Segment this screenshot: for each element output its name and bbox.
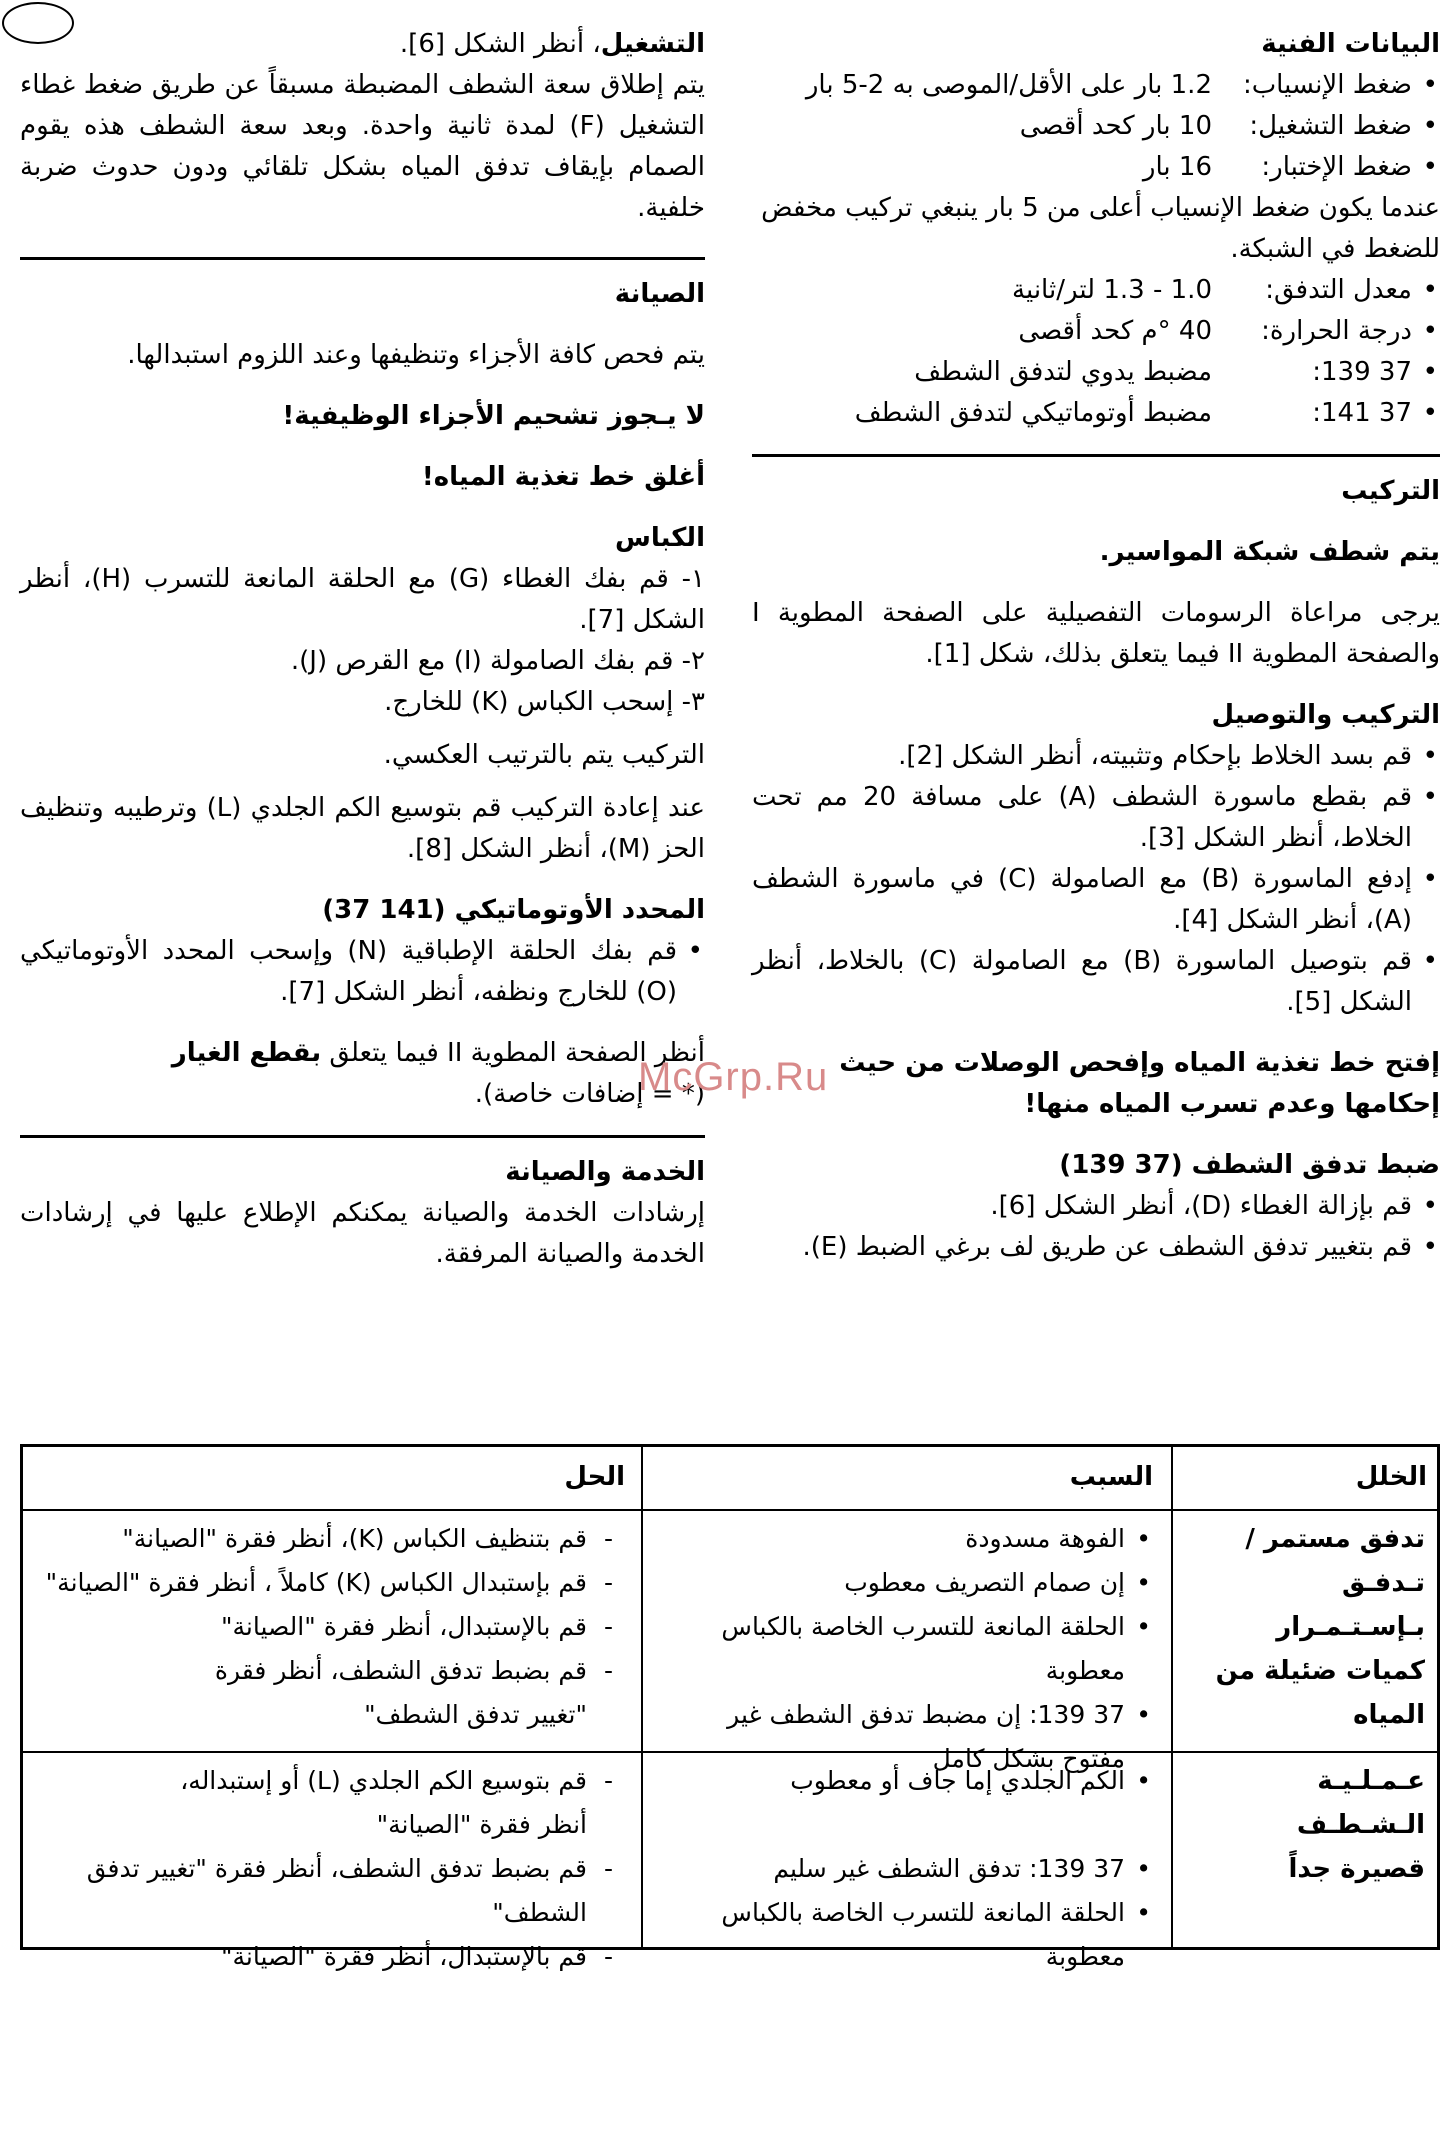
cause-item: • إن صمام التصريف معطوب — [655, 1561, 1153, 1605]
spec-temperature: • درجة الحرارة: 40 °م كحد أقصى — [752, 311, 1440, 352]
drawings-note: يرجى مراعاة الرسومات التفصيلية على الصفحة المطوية I والصفحة المطوية II فيما يتعلق بذلك، شكل [1]. — [752, 598, 1440, 669]
remedy-item: - قم بضبط تدفق الشطف، أنظر فقرة "تغيير تدفق الشطف" — [35, 1847, 617, 1935]
open-supply-warning: إفتح خط تغذية المياه وإفحص الوصلات من حيث إحكامها وعدم تسرب المياه منها! — [839, 1048, 1440, 1119]
header-cause: السبب — [1069, 1462, 1153, 1492]
operation-ref: ، أنظر الشكل [6]. — [399, 29, 601, 59]
header-remedy: الحل — [564, 1462, 625, 1492]
maintenance-heading: الصيانة — [614, 279, 705, 309]
maintenance-text: يتم فحص كافة الأجزاء وتنظيفها وعند اللزوم استبدالها. — [127, 340, 705, 370]
piston-step: ١- قم بفك الغطاء (G) مع الحلقة المانعة للتسرب (H)، أنظر الشكل [7]. — [20, 564, 706, 635]
mounting-step: • إدفع الماسورة (B) مع الصامولة (C) في ماسورة الشطف (A)، أنظر الشكل [4]. — [752, 859, 1440, 941]
right-column — [752, 24, 1440, 1268]
section-divider — [20, 257, 705, 260]
cause-item: • الحلقة المانعة للتسرب الخاصة بالكباس معطوبة — [655, 1891, 1153, 1979]
spare-parts-note: (* = إضافات خاصة). — [474, 1079, 705, 1109]
remedy-item: - قم بإستبدال الكباس (K) كاملاً ، أنظر فقرة "الصيانة" — [35, 1561, 617, 1605]
operation-text: يتم إطلاق سعة الشطف المضبطة مسبقاً عن طريق ضغط غطاء التشغيل (F) لمدة ثانية واحدة. وبعد سعة الشطف هذه يقوم الصمام بإيقاف تدفق المياه بشكل تلقائي ودون حدوث ضربة خلفية. — [20, 70, 705, 223]
table-row-divider — [23, 1509, 1437, 1511]
remedy-item: - قم بالإستبدال، أنظر فقرة "الصيانة" — [35, 1935, 617, 1979]
technical-data-heading: البيانات الفنية — [1261, 29, 1440, 59]
table-row-remedies — [35, 1759, 617, 1979]
remedy-item-continued: أنظر فقرة "الصيانة" — [376, 1810, 587, 1839]
table-row-fault: تدفق مستمر / تـدفـق بـإسـتـمـرار كميات ضئيلة من المياه — [1215, 1524, 1425, 1730]
flush-network-notice: يتم شطف شبكة المواسير. — [1099, 537, 1440, 567]
cause-item: • 37 139: تدفق الشطف غير سليم — [655, 1847, 1153, 1891]
table-row-causes — [655, 1759, 1153, 1979]
left-column — [20, 24, 705, 1275]
spec-model-37139: • 37 139: مضبط يدوي لتدفق الشطف — [752, 352, 1440, 393]
piston-heading: الكباس — [614, 523, 705, 553]
spec-flow-rate: • معدل التدفق: 1.0 - 1.3 لتر/ثانية — [752, 270, 1440, 311]
mounting-steps — [752, 736, 1440, 1023]
spec-list-2 — [752, 270, 1440, 434]
spec-model-37141: • 37 141: مضبط أوتوماتيكي لتدفق الشطف — [752, 393, 1440, 434]
installation-heading: التركيب — [1341, 476, 1440, 506]
service-heading: الخدمة والصيانة — [505, 1157, 705, 1187]
table-column-divider — [1171, 1447, 1173, 1947]
reverse-order-note: التركيب يتم بالترتيب العكسي. — [383, 740, 705, 770]
flow-adjust-heading: ضبط تدفق الشطف (37 139) — [1059, 1150, 1440, 1180]
remedy-item: - قم بتنظيف الكباس (K)، أنظر فقرة "الصيانة" — [35, 1517, 617, 1561]
mounting-step: • قم بتوصيل الماسورة (B) مع الصامولة (C) بالخلاط، أنظر الشكل [5]. — [752, 941, 1440, 1023]
cause-item-continued: مفتوح بشكل كامل — [932, 1744, 1125, 1773]
no-grease-warning: لا يـجوز تشحيم الأجزاء الوظيفية! — [282, 401, 705, 431]
table-row-causes — [655, 1517, 1153, 1781]
remedy-item: - قم بتوسيع الكم الجلدي (L) أو إستبداله، — [35, 1759, 617, 1803]
remedy-item: - قم بضبط تدفق الشطف، أنظر فقرة — [35, 1649, 617, 1693]
remedy-item-continued: "تغيير تدفق الشطف" — [364, 1700, 587, 1729]
operation-heading: التشغيل — [600, 29, 705, 59]
reassembly-note: عند إعادة التركيب قم بتوسيع الكم الجلدي (L) وترطيبه وتنظيف الحز (M)، أنظر الشكل [8]. — [20, 793, 705, 864]
spare-parts-line: أنظر الصفحة المطوية II فيما يتعلق بقطع الغيار — [171, 1038, 705, 1068]
troubleshooting-table — [20, 1444, 1440, 1971]
piston-step: ٣- إسحب الكباس (K) للخارج. — [384, 687, 705, 717]
close-supply-warning: أغلق خط تغذية المياه! — [421, 462, 705, 492]
spare-parts-emphasis: بقطع الغيار — [171, 1038, 322, 1068]
table-column-divider — [641, 1447, 643, 1947]
piston-step: ٢- قم بفك الصامولة (I) مع القرص (J). — [290, 646, 705, 676]
spec-flow-pressure: • ضغط الإنسياب: 1.2 بار على الأقل/الموصى به 2-5 بار — [752, 65, 1440, 106]
spec-test-pressure: • ضغط الإختبار: 16 بار — [752, 147, 1440, 188]
limiter-step: • قم بفك الحلقة الإطباقية (N) وإسحب المحدد الأوتوماتيكي (O) للخارج ونظفه، أنظر الشكل [7]. — [20, 931, 705, 1013]
cause-item: • الحلقة المانعة للتسرب الخاصة بالكباس معطوبة — [655, 1605, 1153, 1693]
spec-list — [752, 65, 1440, 188]
flow-step: • قم بإزالة الغطاء (D)، أنظر الشكل [6]. — [752, 1186, 1440, 1227]
pressure-reducer-note: عندما يكون ضغط الإنسياب أعلى من 5 بار ينبغي تركيب مخفض للضغط في الشبكة. — [761, 193, 1440, 264]
service-text: إرشادات الخدمة والصيانة يمكنكم الإطلاع عليها في إرشادات الخدمة والصيانة المرفقة. — [20, 1198, 705, 1269]
cause-item: • الفوهة مسدودة — [655, 1517, 1153, 1561]
mounting-heading: التركيب والتوصيل — [1211, 700, 1440, 730]
mounting-step: • قم بسد الخلاط بإحكام وتثبيته، أنظر الشكل [2]. — [752, 736, 1440, 777]
table-row-fault: عـمـلـيـة الـشـطـف قصيرة جداً — [1288, 1766, 1425, 1884]
remedy-item: - قم بالإستبدال، أنظر فقرة "الصيانة" — [35, 1605, 617, 1649]
mounting-step: • قم بقطع ماسورة الشطف (A) على مسافة 20 مم تحت الخلاط، أنظر الشكل [3]. — [752, 777, 1440, 859]
table-row-remedies — [35, 1517, 617, 1737]
limiter-heading: المحدد الأوتوماتيكي (141 37) — [322, 895, 705, 925]
spec-operating-pressure: • ضغط التشغيل: 10 بار كحد أقصى — [752, 106, 1440, 147]
watermark: McGrp.Ru — [638, 1055, 829, 1099]
section-divider — [752, 454, 1440, 457]
cause-item: • الكم الجلدي إما جاف أو معطوب — [655, 1759, 1153, 1803]
operation-line — [20, 24, 705, 65]
section-divider — [20, 1135, 705, 1138]
flow-step: • قم بتغيير تدفق الشطف عن طريق لف برغي الضبط (E). — [752, 1227, 1440, 1268]
cause-item: • 37 139: إن مضبط تدفق الشطف غير — [655, 1693, 1153, 1737]
header-fault: الخلل — [1355, 1462, 1427, 1492]
